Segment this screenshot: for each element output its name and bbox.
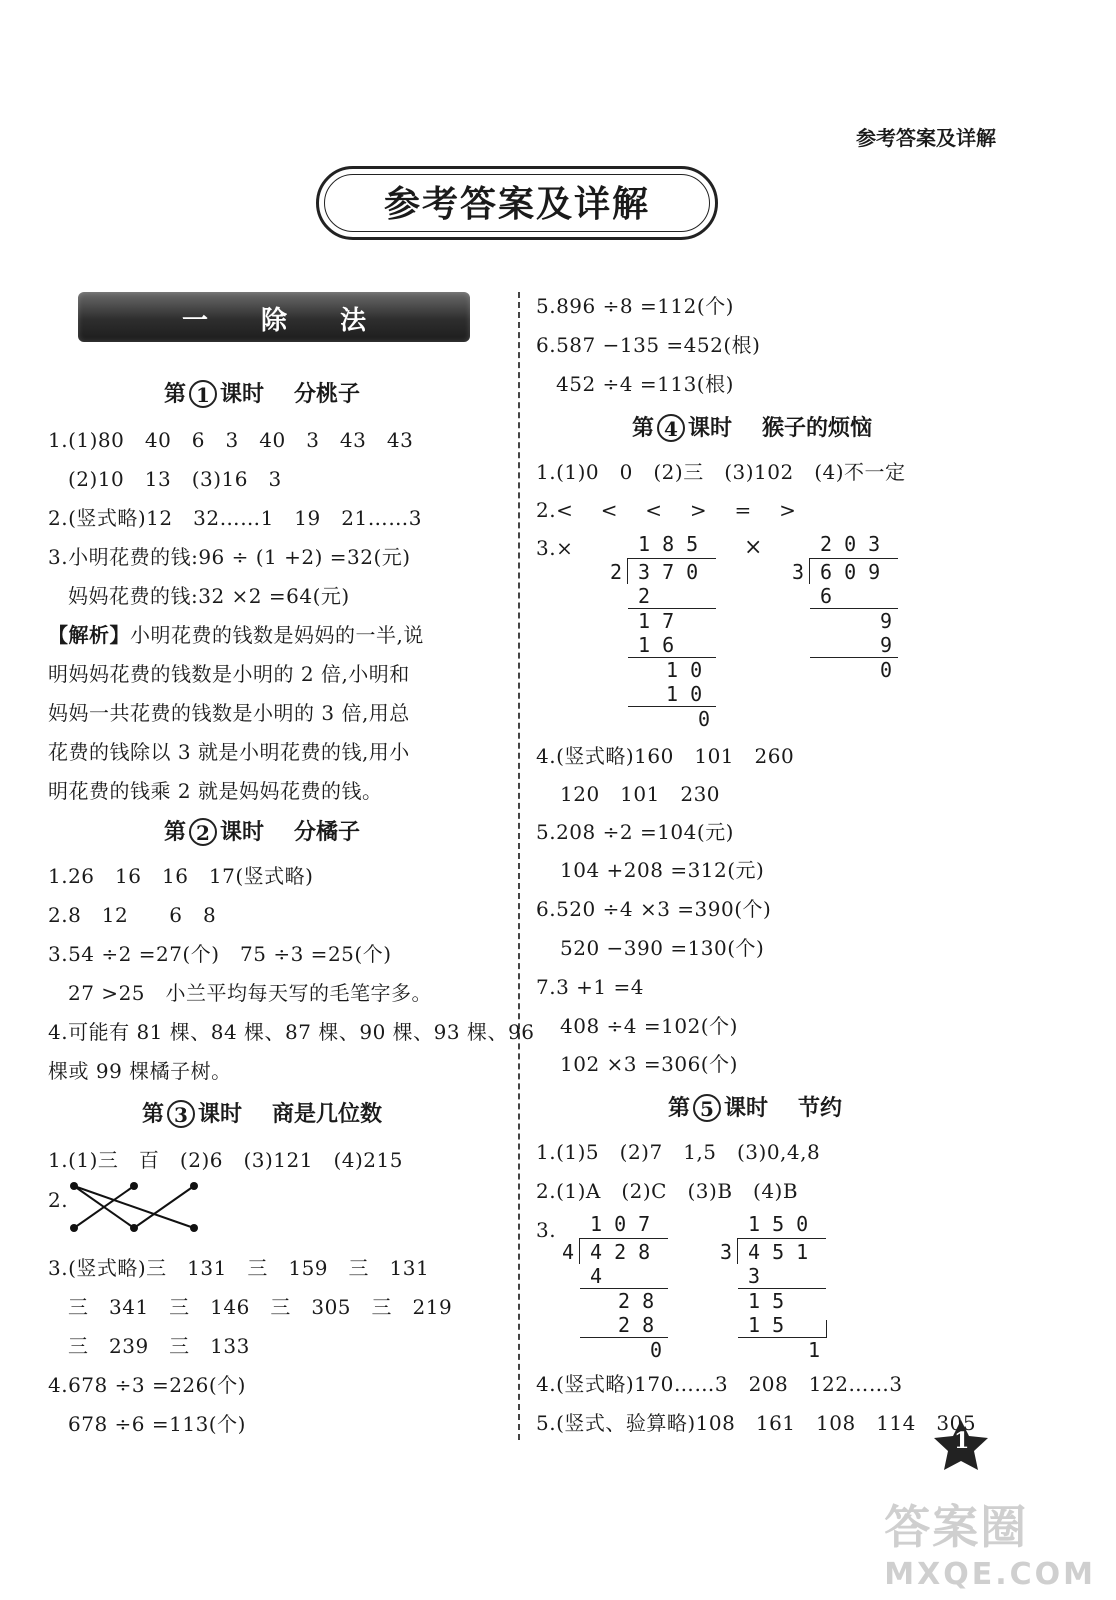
partial-product: 9 bbox=[880, 633, 893, 657]
division-bar bbox=[810, 558, 898, 559]
explanation-tag: 【解析】 bbox=[48, 623, 130, 647]
lesson-3-heading bbox=[142, 1100, 382, 1128]
unit-label: 一 除 法 bbox=[181, 306, 389, 336]
answer-line: 3.× bbox=[536, 536, 574, 560]
division-bar bbox=[738, 1238, 826, 1239]
answer-line: 3.(竖式略)三 131 三 159 三 131 bbox=[48, 1256, 430, 1280]
partial-product: 1 6 bbox=[638, 633, 675, 657]
answer-line: 27 >25 小兰平均每天写的毛笔字多。 bbox=[68, 981, 433, 1005]
lesson-suffix: 课时 bbox=[688, 415, 733, 441]
answer-line: 1.(1)三 百 (2)6 (3)121 (4)215 bbox=[48, 1148, 403, 1172]
matching-lines-diagram bbox=[66, 1178, 206, 1242]
divisor: 2 bbox=[610, 560, 623, 584]
watermark bbox=[884, 1491, 1096, 1592]
division-bracket bbox=[627, 558, 628, 584]
answer-line: 1.26 16 16 17(竖式略) bbox=[48, 864, 314, 888]
final-remainder: 0 bbox=[650, 1338, 663, 1362]
partial-product: 6 bbox=[820, 584, 833, 608]
quotient: 1 8 5 bbox=[638, 532, 699, 556]
answer-line: 2.8 12 6 8 bbox=[48, 903, 217, 927]
main-title: 参考答案及详解 bbox=[324, 174, 710, 232]
running-header: 参考答案及详解 bbox=[856, 126, 996, 150]
partial-product: 4 bbox=[590, 1264, 603, 1288]
lesson-2-heading bbox=[164, 818, 360, 846]
answer-line: 452 ÷4 =113(根) bbox=[556, 372, 734, 396]
explanation-line: 明花费的钱乘 2 就是妈妈花费的钱。 bbox=[48, 779, 383, 803]
answer-line: 6.520 ÷4 ×3 =390(个) bbox=[536, 897, 772, 921]
explanation-line: 妈妈一共花费的钱数是小明的 3 倍,用总 bbox=[48, 701, 410, 725]
answer-line: 三 341 三 146 三 305 三 219 bbox=[68, 1295, 453, 1319]
answer-line: 3. bbox=[536, 1218, 557, 1242]
lesson-number-circle: 5 bbox=[693, 1094, 721, 1122]
lesson-number-circle: 1 bbox=[189, 380, 217, 408]
remainder-step: 2 8 bbox=[618, 1289, 655, 1313]
lesson-title: 商是几位数 bbox=[272, 1101, 383, 1127]
answer-line: 104 +208 =312(元) bbox=[560, 858, 765, 882]
lesson-title: 分桃子 bbox=[294, 381, 361, 407]
lesson-suffix: 课时 bbox=[198, 1101, 243, 1127]
answer-line: 2. bbox=[48, 1188, 69, 1212]
answer-line: 4.可能有 81 棵、84 棵、87 棵、90 棵、93 棵、96 bbox=[48, 1020, 535, 1044]
lesson-prefix: 第 bbox=[142, 1101, 165, 1127]
remainder-step: 1 5 bbox=[748, 1289, 785, 1313]
remainder-step: 1 7 bbox=[638, 609, 675, 633]
answer-line: (2)10 13 (3)16 3 bbox=[68, 467, 282, 491]
division-bracket bbox=[737, 1238, 738, 1264]
lesson-prefix: 第 bbox=[164, 381, 187, 407]
answer-line: 6.587 −135 =452(根) bbox=[536, 333, 761, 357]
lesson-title: 分橘子 bbox=[294, 819, 361, 845]
dividend: 4 2 8 bbox=[590, 1240, 651, 1264]
unit-banner bbox=[78, 292, 470, 342]
answer-line: 3.小明花费的钱:96 ÷ (1 +2) =32(元) bbox=[48, 545, 411, 569]
quotient: 2 0 3 bbox=[820, 532, 881, 556]
answer-line: 102 ×3 =306(个) bbox=[560, 1052, 738, 1076]
lesson-number-circle: 3 bbox=[167, 1100, 195, 1128]
page-number: 1 bbox=[954, 1428, 970, 1454]
partial-product: 3 bbox=[748, 1264, 761, 1288]
partial-product: 2 bbox=[638, 584, 651, 608]
main-title-frame bbox=[316, 166, 718, 240]
answer-line: 678 ÷6 =113(个) bbox=[68, 1412, 246, 1436]
quotient: 1 0 7 bbox=[590, 1212, 651, 1236]
answer-line: 三 239 三 133 bbox=[68, 1334, 250, 1358]
quotient: 1 5 0 bbox=[748, 1212, 809, 1236]
partial-product: 2 8 bbox=[618, 1313, 655, 1337]
remainder-step: 1 0 bbox=[666, 658, 703, 682]
long-division-609-by-3 bbox=[788, 532, 908, 682]
dividend: 6 0 9 bbox=[820, 560, 881, 584]
division-bracket bbox=[809, 558, 810, 584]
lesson-number-circle: 2 bbox=[189, 818, 217, 846]
partial-product: 1 0 bbox=[666, 682, 703, 706]
answer-line: 2.(竖式略)12 32……1 19 21……3 bbox=[48, 506, 422, 530]
lesson-suffix: 课时 bbox=[724, 1095, 769, 1121]
long-division-370-by-2 bbox=[606, 532, 726, 732]
column-divider bbox=[518, 292, 520, 1440]
explanation-line: 花费的钱除以 3 就是小明花费的钱,用小 bbox=[48, 740, 410, 764]
lesson-prefix: 第 bbox=[164, 819, 187, 845]
answer-line: 520 −390 =130(个) bbox=[560, 936, 765, 960]
answer-line: 妈妈花费的钱:32 ×2 =64(元) bbox=[68, 584, 350, 608]
remainder-step: 9 bbox=[880, 609, 893, 633]
lesson-5-heading bbox=[668, 1094, 842, 1122]
lesson-prefix: 第 bbox=[668, 1095, 691, 1121]
lesson-suffix: 课时 bbox=[220, 819, 265, 845]
answer-line: 120 101 230 bbox=[560, 782, 721, 806]
final-remainder: 0 bbox=[880, 658, 893, 682]
answer-line: 棵或 99 棵橘子树。 bbox=[48, 1059, 232, 1083]
lesson-suffix: 课时 bbox=[220, 381, 265, 407]
answer-line: 1.(1)80 40 6 3 40 3 43 43 bbox=[48, 428, 414, 452]
answer-line: 7.3 +1 =4 bbox=[536, 975, 644, 999]
answer-line: 3.54 ÷2 =27(个) 75 ÷3 =25(个) bbox=[48, 942, 392, 966]
watermark-main: 答案圈 bbox=[884, 1500, 1029, 1554]
answer-line: 408 ÷4 =102(个) bbox=[560, 1014, 738, 1038]
final-remainder: 0 bbox=[698, 707, 711, 731]
divisor: 4 bbox=[562, 1240, 575, 1264]
lesson-number-circle: 4 bbox=[657, 414, 685, 442]
answer-line: 2.(1)A (2)C (3)B (4)B bbox=[536, 1179, 799, 1203]
divisor: 3 bbox=[720, 1240, 733, 1264]
divisor: 3 bbox=[792, 560, 805, 584]
answer-line: 5.896 ÷8 =112(个) bbox=[536, 294, 734, 318]
answer-line: 4.678 ÷3 =226(个) bbox=[48, 1373, 246, 1397]
partial-product: 1 5 bbox=[748, 1313, 785, 1337]
answer-line: 4.(竖式略)170……3 208 122……3 bbox=[536, 1372, 903, 1396]
answer-line: 5.208 ÷2 =104(元) bbox=[536, 820, 734, 844]
match-line bbox=[74, 1186, 194, 1228]
watermark-url: MXQE.COM bbox=[884, 1557, 1096, 1592]
explanation-line: 明妈妈花费的钱数是小明的 2 倍,小明和 bbox=[48, 662, 410, 686]
explanation-line bbox=[48, 623, 424, 647]
lesson-1-heading bbox=[164, 380, 360, 408]
lesson-title: 节约 bbox=[798, 1095, 843, 1121]
answer-line: 5.(竖式、验算略)108 161 108 114 305 bbox=[536, 1411, 977, 1435]
lesson-title: 猴子的烦恼 bbox=[762, 415, 873, 441]
lesson-4-heading bbox=[632, 414, 872, 442]
match-line bbox=[134, 1186, 194, 1228]
dividend: 3 7 0 bbox=[638, 560, 699, 584]
answer-line: 1.(1)0 0 (2)三 (3)102 (4)不一定 bbox=[536, 460, 906, 484]
division-bar bbox=[580, 1238, 668, 1239]
division-bracket bbox=[579, 1238, 580, 1264]
final-remainder: 1 bbox=[808, 1338, 821, 1362]
answer-line: 2.< < < > = > bbox=[536, 498, 797, 522]
long-division-428-by-4 bbox=[558, 1212, 678, 1362]
dividend: 4 5 1 bbox=[748, 1240, 809, 1264]
long-division-451-by-3 bbox=[716, 1212, 836, 1362]
remainder-tick bbox=[826, 1320, 827, 1338]
answer-line: 4.(竖式略)160 101 260 bbox=[536, 744, 795, 768]
lesson-prefix: 第 bbox=[632, 415, 655, 441]
explanation-text: 小明花费的钱数是妈妈的一半,说 bbox=[130, 623, 424, 647]
wrong-mark: × bbox=[744, 535, 763, 560]
answer-line: 1.(1)5 (2)7 1,5 (3)0,4,8 bbox=[536, 1140, 821, 1164]
division-bar bbox=[628, 558, 716, 559]
